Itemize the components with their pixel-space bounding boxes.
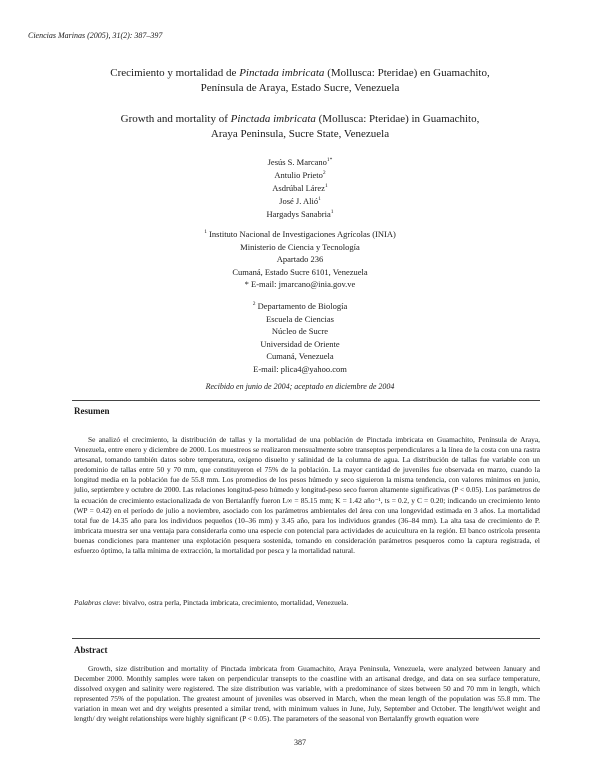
title-spanish-line-2: Península de Araya, Estado Sucre, Venezuela (200, 82, 400, 94)
corresponding-email: * E-mail: jmarcano@inia.gov.ve (244, 279, 356, 289)
author-list (0, 156, 600, 221)
author: Hargadys Sanabria$^1$ (266, 209, 334, 219)
resumen-heading: Resumen (74, 406, 110, 416)
page-number: 387 (294, 738, 306, 747)
journal-citation: Ciencias Marinas (2005), 31(2): 387–397 (28, 31, 163, 40)
title-spanish (40, 66, 560, 96)
received-dates: Recibido en junio de 2004; aceptado en diciembre de 2004 (205, 382, 395, 391)
resumen-paragraph: Se analizó el crecimiento, la distribución de tallas y la mortalidad de una población de Pinctada imbricata en Guamachito, Península de Araya, Venezuela, entre enero y diciembre de 2000. Los muestreos se realizaron mensualmente sobre transeptos perpendiculares a la línea de la costa con una rastra artesanal, tomando también datos sobre temperatura, oxígeno disuelto y salinidad de la columna de agua. La distribución de tallas fue variable con un predominio de tallas entre 50 y 70 mm, que constituyeron el 75% de la población. La mayor cantidad de juveniles fue observada en marzo, cuando la longitud media en la población fue de 55.8 mm. Los promedios de los pesos húmedo y seco siguieron la misma tendencia, con valores mínimos en junio, julio, septiembre y octubre de 2000. Las relaciones longitud-peso húmedo y longitud-peso seco fueron altamente significativas (P < 0.05). Los parámetros de la ecuación de crecimiento estacionalizada de von Bertalanffy fueron L∞ = 85.15 mm; K = 1.42 año⁻¹, ts = 0.2, y C = 0.20; indicando un crecimiento lento (WP = 0.42) en el período de julio a noviembre, asociado con los parámetros ambientales del área con una longevidad estimada en 3 años. La mortalidad total fue de 14.35 año para los individuos pequeños (10–36 mm) y 3.45 año, para los individuos grandes (36–84 mm). La alta tasa de crecimiento de P. imbricata muestra ser una ventaja para considerarla como una especie con potencial para actividades de acuicultura en la región. El banco ostrícola presenta buenas condiciones para mantener una explotación pesquera sostenida, tomando en consideración parámetros pesqueros como la captura registrada, el esfuerzo óptimo, la talla mínima de extracción, la mortalidad por pesca y la mortalidad natural. (74, 435, 540, 556)
keywords-list: : bivalvo, ostra perla, Pinctada imbricata, crecimiento, mortalidad, Venezuela. (118, 598, 349, 607)
author: José J. Alió$^1$ (279, 196, 321, 206)
author: Asdrúbal Lárez$^1$ (272, 183, 328, 193)
title-english-line-1: Growth and mortality of Pinctada imbricata (Mollusca: Pteridae) in Guamachito, (120, 113, 480, 125)
abstract-heading: Abstract (74, 645, 108, 655)
keywords (74, 598, 540, 608)
species-name: Pinctada imbricata (230, 113, 316, 125)
species-name: Pinctada imbricata (239, 67, 325, 79)
title-spanish-line-1: Crecimiento y mortalidad de Pinctada imbricata (Mollusca: Pteridae) en Guamachito, (110, 67, 490, 79)
section-divider (72, 400, 540, 401)
author: Jesús S. Marcano$^{1*}$ (267, 157, 333, 167)
affiliation-inia: $^1$ Instituto Nacional de Investigaciones Agrícolas (INIA) Ministerio de Ciencia y Tecnología Apartado 236 Cumaná, Estado Sucre 6101, Venezuela * E-mail: jmarcano@inia.gov.ve (0, 228, 600, 291)
keywords-label: Palabras clave (74, 598, 119, 607)
abstract-paragraph: Growth, size distribution and mortality of Pinctada imbricata from Guamachito, Araya Peninsula, Venezuela, were analyzed between January and December 2000. Monthly samples were taken on perpendicular transepts to the coastline with an artisanal dredge, and data on sea surface temperature, dissolved oxygen and salinity were registered. The size distribution was variable, with a predominance of sizes between 50 and 70 mm in length, which represented 75% of the population. The greatest amount of juveniles was observed in March, when the mean length of the population was 55.8 mm. The variation in mean wet and dry weights presented a similar trend, with minimum values in June, July, September and October. The length/wet weight and length/ dry weight relationships were highly significant (P < 0.05). The parameters of the seasonal von Bertalanffy growth equation were (74, 664, 540, 724)
author: Antulio Prieto$^2$ (274, 170, 326, 180)
author-email: E-mail: plica4@yahoo.com (253, 363, 347, 374)
affiliation-udo: $^2$ Departamento de Biología Escuela de Ciencias Núcleo de Sucre Universidad de Oriente Cumaná, Venezuela E-mail: plica4@yahoo.com (0, 300, 600, 375)
title-english-line-2: Araya Peninsula, Sucre State, Venezuela (210, 128, 390, 140)
title-english (40, 112, 560, 142)
section-divider (72, 638, 540, 639)
